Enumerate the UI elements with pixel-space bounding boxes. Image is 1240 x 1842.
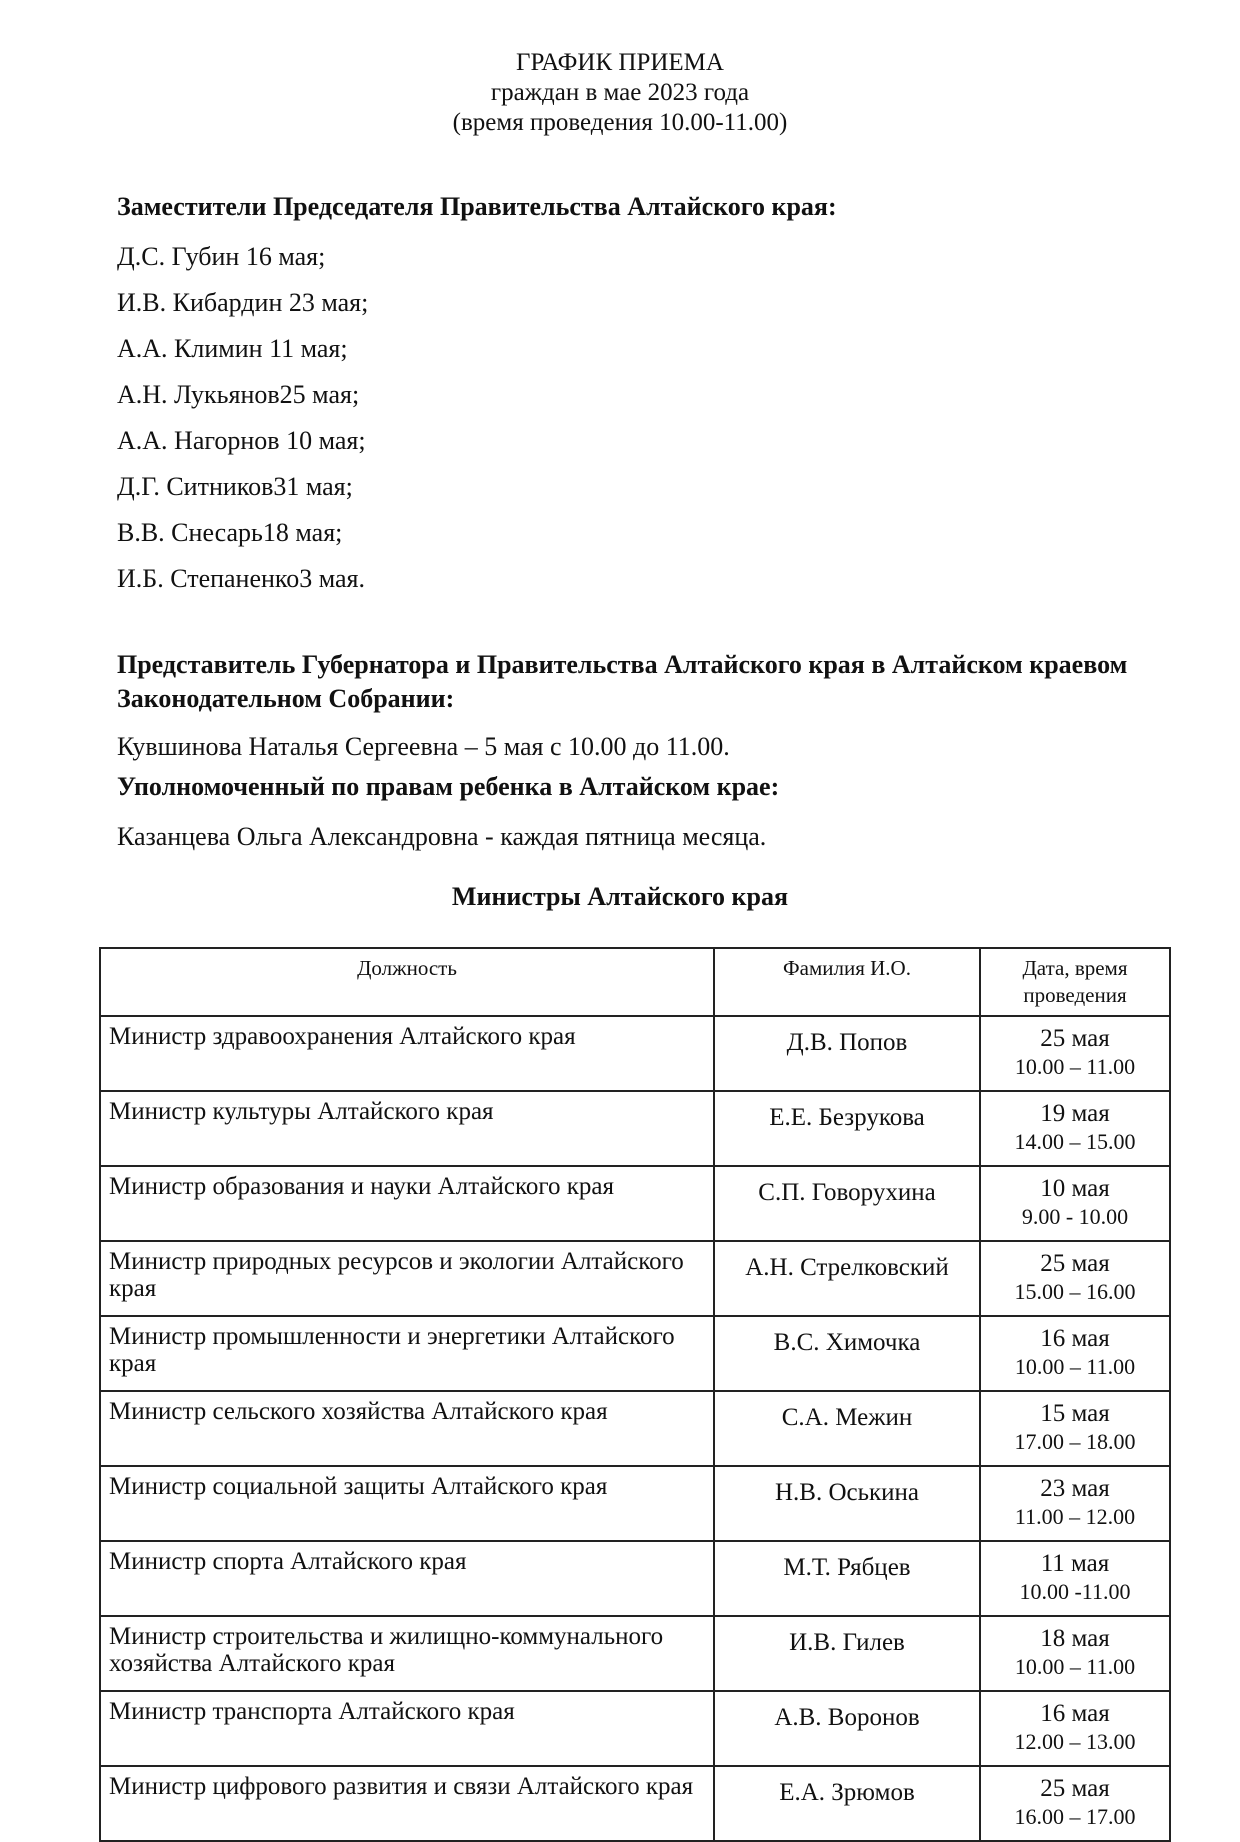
date-cell bbox=[980, 1616, 1170, 1691]
position-cell: Министр сельского хозяйства Алтайского края bbox=[100, 1391, 714, 1466]
table-row bbox=[100, 1616, 1170, 1691]
date-value: 16 мая bbox=[1040, 1700, 1110, 1727]
name-cell: В.С. Химочка bbox=[714, 1316, 980, 1391]
list-item: В.В. Снесарь18 мая; bbox=[117, 518, 343, 547]
representative-text: Кувшинова Наталья Сергеевна – 5 мая с 10.00 до 11.00. bbox=[117, 732, 730, 761]
table-row bbox=[100, 1391, 1170, 1466]
date-value: 25 мая bbox=[1040, 1775, 1110, 1802]
document-header bbox=[0, 48, 1240, 138]
representative-section bbox=[117, 648, 1157, 764]
name-cell: Е.А. Зрюмов bbox=[714, 1766, 980, 1841]
date-cell bbox=[980, 1091, 1170, 1166]
date-value: 23 мая bbox=[1040, 1475, 1110, 1502]
column-header-name: Фамилия И.О. bbox=[714, 948, 980, 1016]
ministers-table bbox=[99, 947, 1171, 1842]
position-cell: Министр образования и науки Алтайского края bbox=[100, 1166, 714, 1241]
table-row bbox=[100, 1466, 1170, 1541]
date-cell bbox=[980, 1016, 1170, 1091]
date-value: 25 мая bbox=[1040, 1250, 1110, 1277]
position-cell: Министр культуры Алтайского края bbox=[100, 1091, 714, 1166]
table-row bbox=[100, 1691, 1170, 1766]
time-value: 9.00 - 10.00 bbox=[1021, 1204, 1129, 1229]
name-cell: С.П. Говорухина bbox=[714, 1166, 980, 1241]
list-item: И.В. Кибардин 23 мая; bbox=[117, 288, 369, 317]
table-row bbox=[100, 1016, 1170, 1091]
table-row bbox=[100, 1316, 1170, 1391]
date-cell bbox=[980, 1316, 1170, 1391]
ombudsman-heading: Уполномоченный по правам ребенка в Алтайском крае: bbox=[117, 772, 780, 801]
time-value: 10.00 – 11.00 bbox=[1014, 1654, 1136, 1679]
date-value: 10 мая bbox=[1040, 1175, 1110, 1202]
deputies-heading: Заместители Председателя Правительства Алтайского края: bbox=[117, 192, 837, 221]
position-cell: Министр цифрового развития и связи Алтайского края bbox=[100, 1766, 714, 1841]
date-cell bbox=[980, 1766, 1170, 1841]
time-value: 10.00 – 11.00 bbox=[1014, 1354, 1136, 1379]
deputies-list bbox=[117, 234, 1157, 602]
ombudsman-text: Казанцева Ольга Александровна - каждая пятница месяца. bbox=[117, 822, 767, 851]
list-item: А.А. Нагорнов 10 мая; bbox=[117, 426, 366, 455]
date-cell bbox=[980, 1241, 1170, 1316]
date-value: 11 мая bbox=[1040, 1550, 1110, 1577]
date-value: 16 мая bbox=[1040, 1325, 1110, 1352]
time-value: 10.00 – 11.00 bbox=[1014, 1054, 1136, 1079]
time-value: 16.00 – 17.00 bbox=[1014, 1804, 1136, 1829]
time-value: 11.00 – 12.00 bbox=[1014, 1504, 1136, 1529]
table-row bbox=[100, 1766, 1170, 1841]
time-value: 12.00 – 13.00 bbox=[1014, 1729, 1136, 1754]
date-value: 25 мая bbox=[1040, 1025, 1110, 1052]
table-row bbox=[100, 1241, 1170, 1316]
date-cell bbox=[980, 1166, 1170, 1241]
date-value: 19 мая bbox=[1040, 1100, 1110, 1127]
name-cell: С.А. Межин bbox=[714, 1391, 980, 1466]
date-cell bbox=[980, 1541, 1170, 1616]
time-value: 17.00 – 18.00 bbox=[1014, 1429, 1136, 1454]
document-subtitle: граждан в мае 2023 года bbox=[490, 79, 750, 106]
date-cell bbox=[980, 1466, 1170, 1541]
time-value: 14.00 – 15.00 bbox=[1014, 1129, 1136, 1154]
date-value: 18 мая bbox=[1040, 1625, 1110, 1652]
table-row bbox=[100, 1091, 1170, 1166]
list-item: Д.С. Губин 16 мая; bbox=[117, 242, 326, 271]
date-value: 15 мая bbox=[1040, 1400, 1110, 1427]
name-cell: И.В. Гилев bbox=[714, 1616, 980, 1691]
list-item: А.А. Климин 11 мая; bbox=[117, 334, 348, 363]
table-row bbox=[100, 1541, 1170, 1616]
position-cell: Министр спорта Алтайского края bbox=[100, 1541, 714, 1616]
name-cell: А.Н. Стрелковский bbox=[714, 1241, 980, 1316]
column-header-position: Должность bbox=[100, 948, 714, 1016]
table-row bbox=[100, 1166, 1170, 1241]
representative-heading: Представитель Губернатора и Правительства Алтайского края в Алтайском краевом Законодательном Собрании: bbox=[117, 650, 1128, 713]
column-header-date: Дата, время проведения bbox=[980, 948, 1170, 1016]
table-header-row bbox=[100, 948, 1170, 1016]
name-cell: М.Т. Рябцев bbox=[714, 1541, 980, 1616]
date-cell bbox=[980, 1691, 1170, 1766]
list-item: Д.Г. Ситников31 мая; bbox=[117, 472, 353, 501]
time-value: 15.00 – 16.00 bbox=[1014, 1279, 1136, 1304]
date-cell bbox=[980, 1391, 1170, 1466]
deputies-section bbox=[117, 190, 1157, 602]
name-cell: Е.Е. Безрукова bbox=[714, 1091, 980, 1166]
list-item: И.Б. Степаненко3 мая. bbox=[117, 564, 366, 593]
position-cell: Министр транспорта Алтайского края bbox=[100, 1691, 714, 1766]
name-cell: Д.В. Попов bbox=[714, 1016, 980, 1091]
name-cell: Н.В. Оськина bbox=[714, 1466, 980, 1541]
position-cell: Министр промышленности и энергетики Алтайского края bbox=[100, 1316, 714, 1391]
ministers-title: Министры Алтайского края bbox=[451, 882, 789, 911]
position-cell: Министр природных ресурсов и экологии Алтайского края bbox=[100, 1241, 714, 1316]
time-value: 10.00 -11.00 bbox=[1019, 1579, 1131, 1604]
list-item: А.Н. Лукьянов25 мая; bbox=[117, 380, 360, 409]
time-note: (время проведения 10.00-11.00) bbox=[452, 109, 788, 136]
ombudsman-section bbox=[117, 770, 1157, 854]
name-cell: А.В. Воронов bbox=[714, 1691, 980, 1766]
position-cell: Министр строительства и жилищно-коммунального хозяйства Алтайского края bbox=[100, 1616, 714, 1691]
position-cell: Министр здравоохранения Алтайского края bbox=[100, 1016, 714, 1091]
position-cell: Министр социальной защиты Алтайского края bbox=[100, 1466, 714, 1541]
document-title: ГРАФИК ПРИЕМА bbox=[516, 49, 724, 76]
